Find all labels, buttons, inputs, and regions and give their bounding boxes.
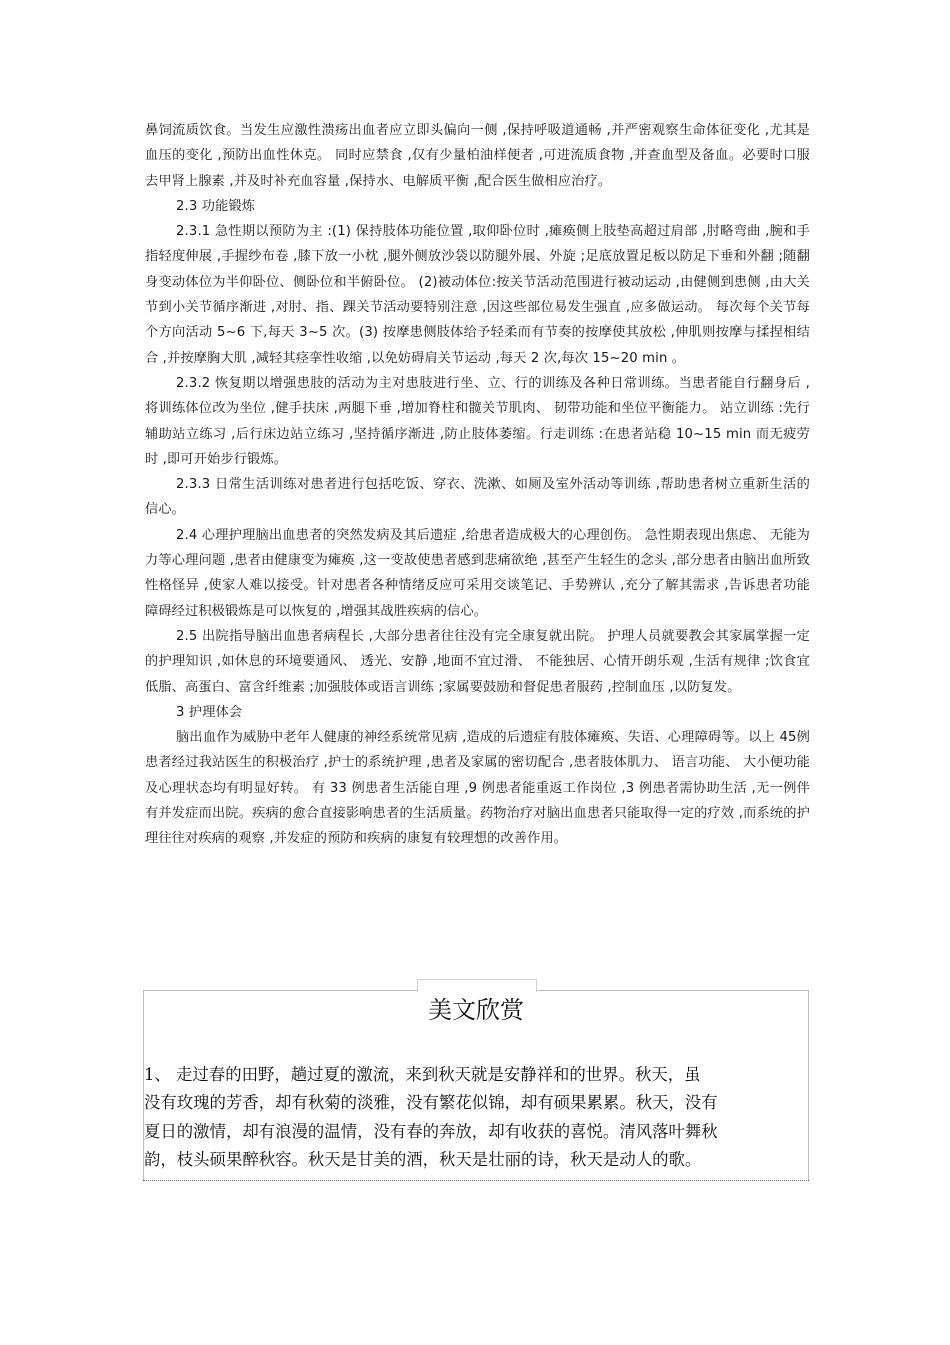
appreciation-line: 没有玫瑰的芳香，却有秋菊的淡雅，没有繁花似锦，却有硕果累累。秋天，没有 (144, 1093, 718, 1113)
section-heading-2-3: 2.3 功能锻炼 (176, 198, 256, 214)
paragraph: 2.5 出院指导脑出血患者病程长 ,大部分患者往往没有完全康复就出院。 护理人员就要教会其家属掌握一定的护理知识 ,如休息的环境要通风、 透光、安静 ,地面不宜过滑、 不能独居、心情开朗乐观 ,生活有规律 ;饮食宜低脂、高蛋白、富含纤维素 ;加强肢体或语言训练 ;家属要鼓励和督促患者服药 ,控制血压 ,以防复发。 (145, 628, 810, 695)
article-body (145, 118, 810, 852)
appreciation-box (143, 990, 809, 1181)
section-heading-3: 3 护理体会 (176, 704, 243, 720)
appreciation-title: 美文欣赏 (428, 996, 524, 1024)
box-tab-notch (417, 979, 537, 992)
paragraph: 脑出血作为威胁中老年人健康的神经系统常见病 ,造成的后遗症有肢体瘫痪、失语、心理障碍等。以上 45例患者经过我站医生的积极治疗 ,护士的系统护理 ,患者及家属的密切配合 ,患者肢体肌力、 语言功能、 大小便功能及心理状态均有明显好转。 有 33 例患者生活能自理 ,9 例患者能重返工作岗位 ,3 例患者需协助生活 ,无一例伴有并发症而出院。疾病的愈合直接影响患者的生活质量。药物治疗对脑出血患者只能取得一定的疗效 ,而系统的护理往往对疾病的观察 ,并发症的预防和疾病的康复有较理想的改善作用。 (145, 730, 810, 847)
paragraph: 2.3.2 恢复期以增强患肢的活动为主对患肢进行坐、立、行的训练及各种日常训练。当患者能自行翻身后 ,将训练体位改为坐位 ,健手扶床 ,两腿下垂 ,增加脊柱和髋关节肌肉、 韧带功能和坐位平衡能力。 站立训练 :先行辅助站立练习 ,后行床边站立练习 ,坚持循序渐进 ,防止肢体萎缩。行走训练 :在患者站稳 10~15 min 而无疲劳时 ,即可开始步行锻炼。 (145, 375, 810, 467)
appreciation-line: 夏日的激情，却有浪漫的温情，没有春的奔放，却有收获的喜悦。清风落叶舞秋 (144, 1121, 718, 1141)
paragraph: 2.3.3 日常生活训练对患者进行包括吃饭、穿衣、洗漱、如厕及室外活动等训练 ,帮助患者树立重新生活的信心。 (145, 477, 810, 518)
paragraph: 2.4 心理护理脑出血患者的突然发病及其后遗症 ,给患者造成极大的心理创伤。 急性期表现出焦虑、 无能为力等心理问题 ,患者由健康变为瘫痪 ,这一变故使患者感到悲痛欲绝 ,甚至产生轻生的念头 ,部分患者由脑出血所致性格怪异 ,使家人难以接受。针对患者各种情绪反应可采用交谈笔记、手势辨认 ,充分了解其需求 ,告诉患者功能障碍经过积极锻炼是可以恢复的 ,增强其战胜疾病的信心。 (145, 527, 810, 619)
paragraph: 鼻饲流质饮食。当发生应激性溃疡出血者应立即头偏向一侧 ,保持呼吸道通畅 ,并严密观察生命体征变化 ,尤其是血压的变化 ,预防出血性休克。 同时应禁食 ,仅有少量柏油样便者 ,可进流质食物 ,并查血型及备血。必要时口服去甲肾上腺素 ,并及时补充血容量 ,保持水、电解质平衡 ,配合医生做相应治疗。 (145, 123, 810, 189)
appreciation-line: 韵，枝头硕果醉秋容。秋天是甘美的酒，秋天是壮丽的诗，秋天是动人的歌。 (144, 1150, 702, 1170)
appreciation-text (144, 1061, 774, 1175)
appreciation-line: 1、 走过春的田野，趟过夏的激流，来到秋天就是安静祥和的世界。秋天，虽 (144, 1065, 701, 1084)
paragraph: 2.3.1 急性期以预防为主 :(1) 保持肢体功能位置 ,取仰卧位时 ,瘫痪侧上肢垫高超过肩部 ,肘略弯曲 ,腕和手指轻度伸展 ,手握纱布卷 ,膝下放一小枕 ,腿外侧放沙袋以防腿外展、外旋 ;足底放置足板以防足下垂和外翻 ;随翻身变动体位为半仰卧位、侧卧位和半俯卧位。 (2)被动体位:按关节活动范围进行被动运动 ,由健侧到患侧 ,由大关节到小关节循序渐进 ,对肘、指、踝关节活动要特别注意 ,因这些部位易发生强直 ,应多做运动。 每次每个关节每个方向活动 5~6 下,每天 3~5 次。(3) 按摩患侧肢体给予轻柔而有节奏的按摩使其放松 ,伸肌则按摩与揉捏相结合 ,并按摩胸大肌 ,减轻其痉挛性收缩 ,以免妨碍肩关节运动 ,每天 2 次,每次 15~20 min 。 (145, 224, 810, 366)
